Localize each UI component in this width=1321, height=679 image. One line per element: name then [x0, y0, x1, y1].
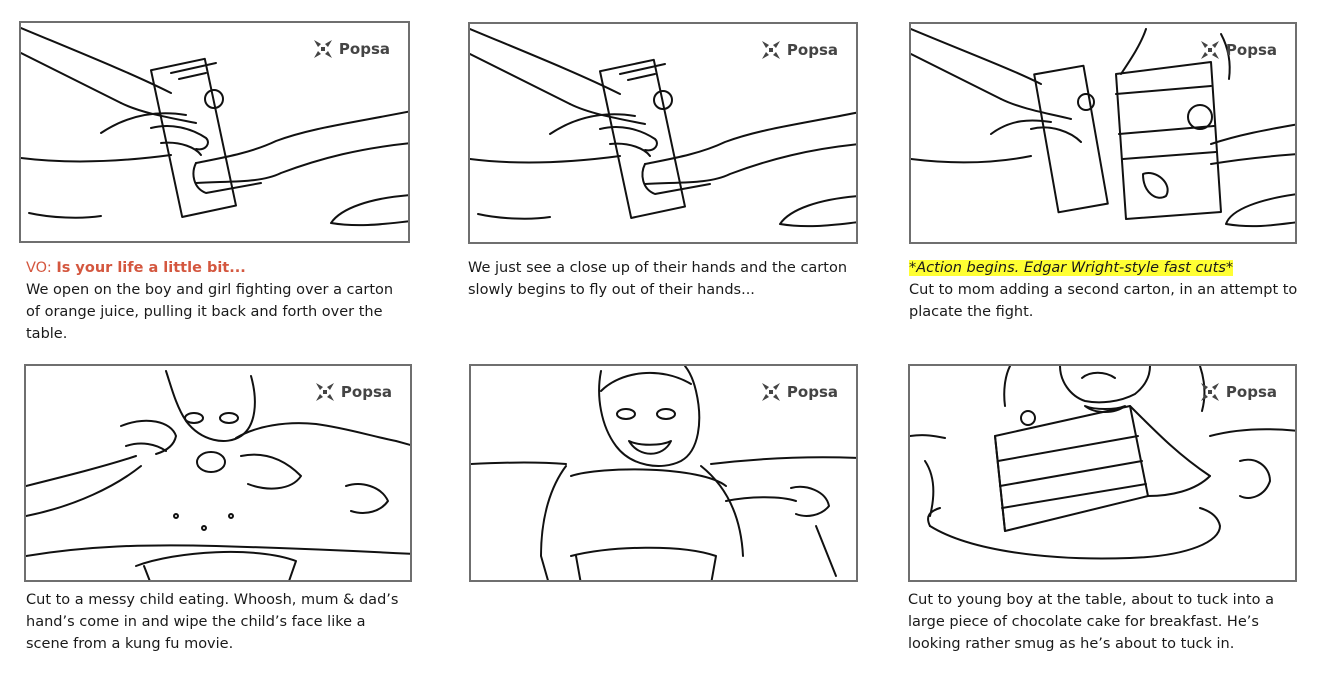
direction-note: *Action begins. Edgar Wright-style fast cuts* [909, 260, 1234, 276]
popsa-logo-text: Popsa [338, 40, 390, 58]
frame-2-caption [468, 257, 848, 301]
popsa-logo-text: Popsa [786, 41, 838, 59]
popsa-logo-icon [761, 40, 781, 60]
popsa-logo [1200, 40, 1277, 60]
frame-4-caption [26, 589, 406, 655]
popsa-logo-icon [761, 382, 781, 402]
popsa-logo [1200, 382, 1277, 402]
popsa-logo-icon [1200, 382, 1220, 402]
voiceover-prefix: VO: [26, 260, 57, 276]
popsa-logo [761, 40, 838, 60]
popsa-logo [313, 39, 390, 59]
frame-4-description: Cut to a messy child eating. Whoosh, mum & dad’s hand’s come in and wipe the child’s face like a scene from a kung fu movie. [26, 592, 399, 652]
popsa-logo-text: Popsa [786, 383, 838, 401]
frame-3-description: Cut to mom adding a second carton, in an attempt to placate the fight. [909, 282, 1298, 320]
frame-1-description: We open on the boy and girl fighting over a carton of orange juice, pulling it back and forth over the table. [26, 282, 394, 342]
voiceover-line [26, 257, 406, 279]
popsa-logo-icon [315, 382, 335, 402]
popsa-logo-text: Popsa [1225, 41, 1277, 59]
frame-6-caption [908, 589, 1313, 655]
frame-1-caption [26, 257, 406, 345]
popsa-logo-icon [313, 39, 333, 59]
frame-3-caption [909, 257, 1299, 323]
frame-2-description: We just see a close up of their hands and the carton slowly begins to fly out of their hands... [468, 260, 848, 298]
popsa-logo-text: Popsa [1225, 383, 1277, 401]
storyboard-frame-5 [469, 364, 858, 582]
voiceover-text: Is your life a little bit... [56, 260, 246, 276]
popsa-logo [315, 382, 392, 402]
direction-note-line [909, 257, 1299, 279]
popsa-logo-text: Popsa [340, 383, 392, 401]
storyboard-frame-6 [908, 364, 1297, 582]
popsa-logo-icon [1200, 40, 1220, 60]
storyboard-frame-1 [19, 21, 410, 243]
storyboard-frame-3 [909, 22, 1297, 244]
frame-6-description: Cut to young boy at the table, about to tuck into a large piece of chocolate cake for breakfast. He’s looking rather smug as he’s about to tuck in. [908, 592, 1274, 652]
storyboard-frame-2 [468, 22, 858, 244]
storyboard-frame-4 [24, 364, 412, 582]
popsa-logo [761, 382, 838, 402]
